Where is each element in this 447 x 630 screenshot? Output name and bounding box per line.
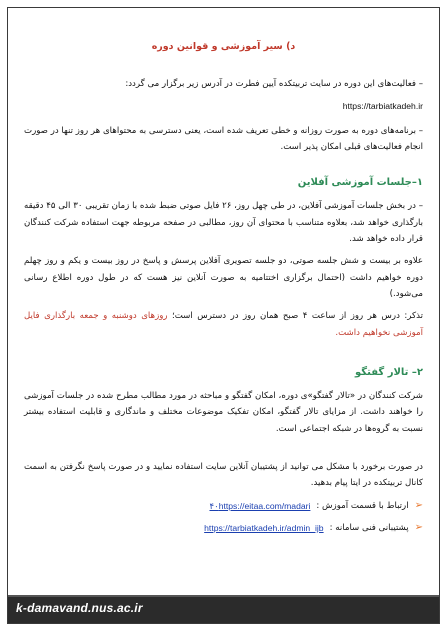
footer-bar bbox=[8, 595, 439, 623]
document-content bbox=[24, 38, 423, 593]
section-2-heading: ۲– تالار گفتگو bbox=[355, 366, 423, 378]
education-link-url: https://eitaa.com/madari bbox=[218, 500, 311, 511]
section-1-paragraph-2: علاوه بر بیست و شش جلسه صوتی، دو جلسه تصویری آفلاین پرسش و پاسخ در روز بیست و یکم و روز چهلم دوره خواهیم داشت (احتمال برگزاری اختتامیه به صورت آنلاین نیز هست که در طول دوره اطلاع رسانی می‌شود.) bbox=[24, 256, 423, 299]
contact-label-support: پشتیبانی فنی سامانه : bbox=[329, 522, 409, 533]
note-text: تذکر: درس هر روز از ساعت ۴ صبح همان روز در دسترس است؛ bbox=[167, 311, 424, 322]
education-channel-link[interactable] bbox=[209, 498, 310, 514]
page-title: د) سیر آموزشی و قوانین دوره bbox=[151, 41, 296, 52]
note-warning-text: روزهای دوشنبه و جمعه بارگذاری فایل آموزشی نخواهیم داشت. bbox=[24, 311, 423, 338]
contact-item-support bbox=[24, 520, 423, 536]
section-2-paragraph: شرکت کنندگان در «تالار گفتگو»ی دوره، امکان گفتگو و مباحثه در مورد مطالب مطرح شده در جلسات آموزشی را خواهند داشت. از مزایای تالار گفتگو، امکان تفکیک موضوعات مختلف و ماندگاری و قابلیت استفاده بیشتر نسبت به گروه‌ها در شبکه اجتماعی است. bbox=[24, 390, 423, 434]
contact-item-education bbox=[24, 498, 423, 514]
document-page bbox=[7, 7, 440, 624]
arrow-bullet-icon: ➢ bbox=[414, 522, 423, 534]
intro-paragraph-2: – برنامه‌های دوره به صورت روزانه و خطی تعریف شده است، یعنی دسترسی به محتواهای هر روز تنها در صورت انجام فعالیت‌های قبلی امکان پذیر است. bbox=[24, 125, 423, 153]
intro-paragraph-1: – فعالیت‌های این دوره در سایت تربیتکده آیین فطرت در آدرس زیر برگزار می گردد: bbox=[125, 79, 423, 90]
footer-watermark: k-damavand.nus.ac.ir bbox=[16, 601, 143, 615]
contact-intro-paragraph: در صورت برخورد با مشکل می توانید از پشتیبان آنلاین سایت استفاده نمایید و در صورت پاسخ نگرفتن به اسمت کانال تربیتکده در ایتا پیام بدهید. bbox=[24, 461, 423, 489]
section-1-heading: ۱–جلسات آموزشی آفلاین bbox=[297, 177, 423, 189]
education-link-prefix: ۴۰ bbox=[209, 500, 219, 511]
section-1-paragraph-1: – در بخش جلسات آموزشی آفلاین، در طی چهل روز، ۲۶ فایل صوتی ضبط شده با زمان تقریبی ۳۰ الی ۴۵ دقیقه بارگذاری خواهد شد، بعلاوه متناسب با محتوای آن روز، مطالبی در صفحه مربوطه جهت استفاده شرکت کنندگان قرار داده خواهد شد. bbox=[24, 201, 424, 245]
support-admin-link[interactable]: https://tarbiatkadeh.ir/admin_ijb bbox=[204, 522, 324, 533]
section-1-note bbox=[24, 308, 423, 341]
site-url[interactable]: https://tarbiatkadeh.ir bbox=[342, 101, 423, 112]
arrow-bullet-icon: ➢ bbox=[414, 499, 423, 511]
contact-label-education: ارتباط با قسمت آموزش : bbox=[316, 500, 409, 511]
